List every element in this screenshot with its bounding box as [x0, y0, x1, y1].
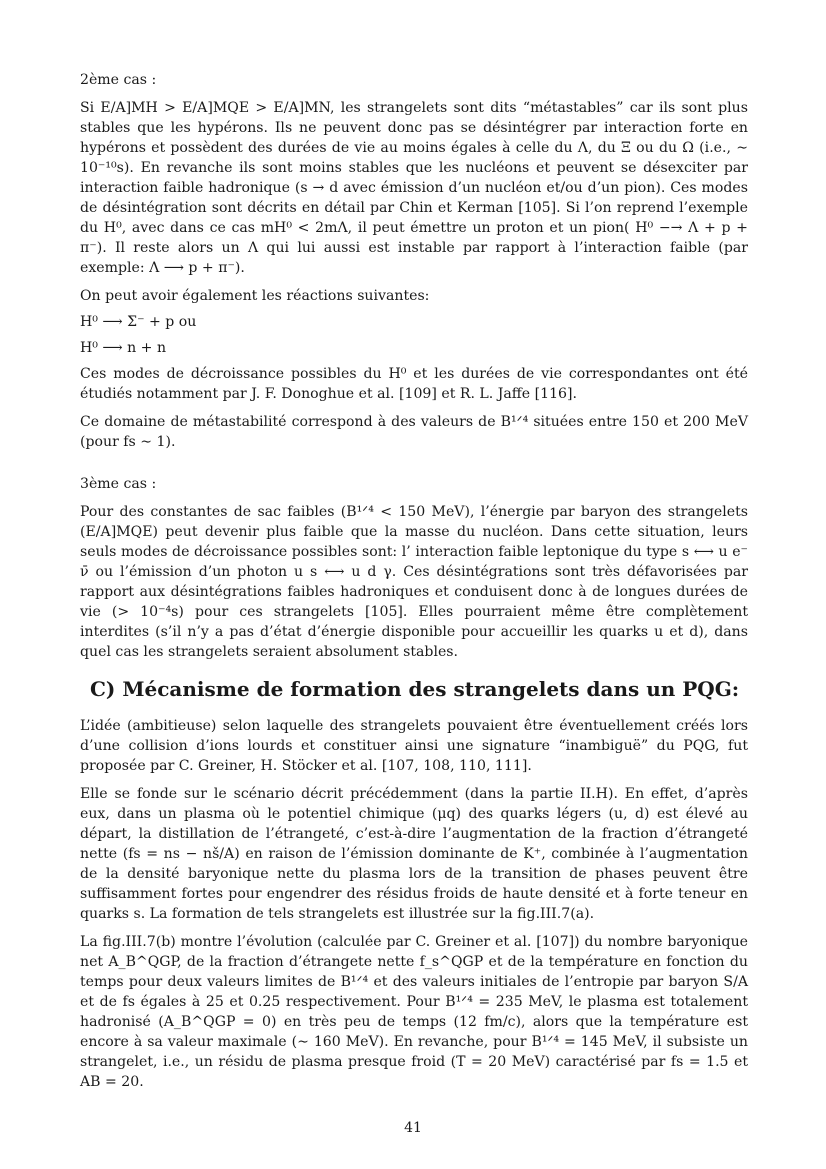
- section-c-paragraph-3: La fig.III.7(b) montre l’évolution (calculée par C. Greiner et al. [107]) du nombre baryonique net A_B^QGP, de la fraction d’étrangete nette f_s^QGP et de la température en fonction du temps pour deux valeurs limites de B¹ᐟ⁴ et des valeurs initiales de l’entropie par baryon S/A et de fs égales à 25 et 0.25 respectivement. Pour B¹ᐟ⁴ = 235 MeV, le plasma est totalement hadronisé (A_B^QGP = 0) en très peu de temps (12 fm/c), alors que la température est encore à sa valeur maximale (∼ 160 MeV). En revanche, pour B¹ᐟ⁴ = 145 MeV, il subsiste un strangelet, i.e., un résidu de plasma presque froid (T = 20 MeV) caractérisé par fs = 1.5 et AB = 20.: [80, 934, 748, 1090]
- case-3-heading: 3ème cas :: [80, 476, 157, 492]
- page-number: 41: [404, 1120, 422, 1136]
- case-2-heading: 2ème cas :: [80, 72, 157, 88]
- equation-h0-nn: H⁰ ⟶ n + n: [80, 340, 167, 356]
- spacer: [80, 460, 748, 474]
- section-c-paragraph-2: Elle se fonde sur le scénario décrit précédemment (dans la partie II.H). En effet, d’après eux, dans un plasma où le potentiel chimique (μq) des quarks légers (u, d) est élevé au départ, la distillation de l’étrangeté, c’est-à-dire l’augmentation de la fraction d’étrangeté nette (fs = ns − nš/A) en raison de l’émission dominante de K⁺, combinée à l’augmentation de la densité baryonique nette du plasma lors de la transition de phases peuvent être suffisamment fortes pour engendrer des résidus froids de haute densité et à forte teneur en quarks s. La formation de tels strangelets est illustrée sur la fig.III.7(a).: [80, 786, 748, 922]
- section-c-paragraph-1: L’idée (ambitieuse) selon laquelle des strangelets pouvaient être éventuellement créés lors d’une collision d’ions lourds et constituer ainsi une signature “inambiguë” du PQG, fut proposée par C. Greiner, H. Stöcker et al. [107, 108, 110, 111].: [80, 718, 748, 774]
- case-2-paragraph-reactions: On peut avoir également les réactions suivantes:: [80, 288, 430, 304]
- case-3-paragraph: Pour des constantes de sac faibles (B¹ᐟ⁴ < 150 MeV), l’énergie par baryon des strangelets (E/A]MQE) peut devenir plus faible que la masse du nucléon. Dans cette situation, leurs seuls modes de décroissance possibles sont: l’ interaction faible leptonique du type s ⟷ u e⁻ ν̄ ou l’émission d’un photon u s ⟷ u d γ. Ces désintégrations sont très défavorisées par rapport aux désintégrations faibles hadroniques et conduisent donc à de longues durées de vie (> 10⁻⁴s) pour ces strangelets [105]. Elles pourraient même être complètement interdites (s’il n’y a pas d’état d’énergie disponible pour accueillir les quarks u et d), dans quel cas les strangelets seraient absolument stables.: [80, 504, 748, 660]
- case-2-paragraph-metastable: Si E/A]MH > E/A]MQE > E/A]MN, les strangelets sont dits “métastables” car ils sont plus stables que les hypérons. Ils ne peuvent donc pas se désintégrer par interaction forte en hypérons et possèdent des durées de vie au moins égales à celle du Λ, du Ξ ou du Ω (i.e., ∼ 10⁻¹⁰s). En revanche ils sont moins stables que les nucléons et peuvent se désexciter par interaction faible hadronique (s → d avec émission d’un nucléon et/ou d’un pion). Ces modes de désintégration sont décrits en détail par Chin et Kerman [105]. Si l’on reprend l’exemple du H⁰, avec dans ce cas mH⁰ < 2mΛ, il peut émettre un proton et un pion( H⁰ −→ Λ + p + π⁻). Il reste alors un Λ qui lui aussi est instable par rapport à l’interaction faible (par exemple: Λ ⟶ p + π⁻).: [80, 100, 748, 276]
- case-2-paragraph-donoghue: Ces modes de décroissance possibles du H⁰ et les durées de vie correspondantes ont été étudiés notamment par J. F. Donoghue et al. [109] et R. L. Jaffe [116].: [80, 366, 748, 402]
- section-c-heading: C) Mécanisme de formation des strangelets dans un PQG:: [90, 677, 740, 701]
- equation-h0-sigma: H⁰ ⟶ Σ⁻ + p ou: [80, 314, 197, 330]
- case-2-paragraph-domain: Ce domaine de métastabilité correspond à des valeurs de B¹ᐟ⁴ situées entre 150 et 200 MeV (pour fs ∼ 1).: [80, 414, 748, 450]
- page-content: [80, 70, 748, 1100]
